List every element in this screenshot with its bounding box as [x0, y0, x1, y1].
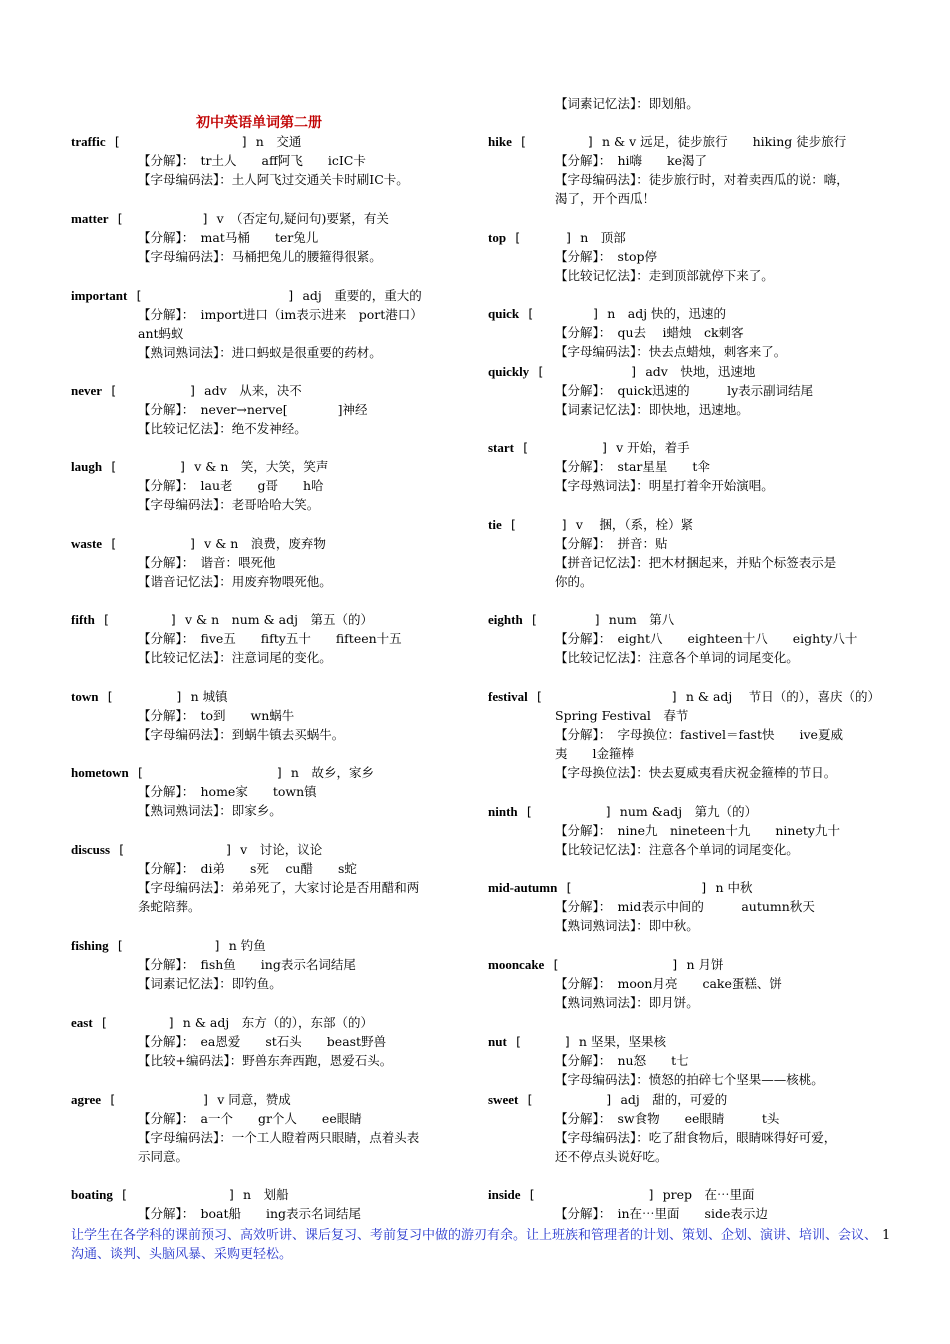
entry-note-line: 【分解】： nine九 nineteen十九 ninety九十 [555, 823, 840, 838]
entry-note-line: 【字母编码法】：土人阿飞过交通关卡时刷IC卡。 [138, 172, 409, 187]
headword: mooncake [488, 957, 545, 972]
entry-hike [488, 132, 898, 208]
phonetic-open-bracket: [ [517, 804, 533, 819]
entry-head [488, 1032, 898, 1051]
entry-note-line: 【比较+编码法】：野兽东奔西跑，恩爱石头。 [138, 1053, 393, 1068]
entry-note-line: 【分解】： mat马桶 ter兔儿 [138, 230, 319, 245]
headword: fifth [71, 612, 95, 627]
entry-head [71, 1090, 471, 1109]
phonetic-close-bracket: ] [601, 440, 617, 455]
phonetic-close-bracket: ] [630, 364, 646, 379]
headword: nut [488, 1034, 507, 1049]
entry-head [488, 304, 898, 323]
entry-note-line: 【比较记忆法】：注意各个单词的词尾变化。 [555, 842, 799, 857]
entry-note-line: 【谐音记忆法】：用废弃物喂死他。 [138, 574, 332, 589]
headword: important [71, 288, 128, 303]
entry-boating [71, 1185, 471, 1223]
phonetic-open-bracket: [ [527, 689, 543, 704]
headword: start [488, 440, 514, 455]
entry-head [488, 438, 898, 457]
page-number: 1 [882, 1228, 891, 1243]
entry-note-line: 【分解】： boat船 ing表示名词结尾 [138, 1206, 362, 1221]
entry-note-line: 【分解】： sw食物 ee眼睛 t头 [555, 1111, 780, 1126]
entry-note-line: 【分解】： star星星 t伞 [555, 459, 710, 474]
phonetic-close-bracket: ] [671, 957, 687, 972]
entry-head [71, 209, 471, 228]
entry-note-line: 还不停点头说好吃。 [555, 1149, 668, 1164]
definition: adj 重要的，重大的 [302, 288, 422, 303]
definition: v & n num & adj 第五（的） [184, 612, 374, 627]
definition: n adj 快的，迅速的 [607, 306, 727, 321]
entry-waste [71, 534, 471, 591]
phonetic-close-bracket: ] [213, 938, 229, 953]
phonetic-close-bracket: ] [167, 1015, 183, 1030]
phonetic-close-bracket: ] [565, 230, 581, 245]
phonetic-close-bracket: ] [275, 765, 291, 780]
entry-note-line: 【分解】： hi嗨 ke渴了 [555, 153, 708, 168]
entry-note-line: Spring Festival 春节 [555, 708, 689, 723]
phonetic-close-bracket: ] [604, 804, 620, 819]
phonetic-open-bracket: [ [108, 211, 124, 226]
headword: tie [488, 517, 502, 532]
entry-note-line: 【熟词熟词法】：即中秋。 [555, 918, 699, 933]
entry-note-line: 【拼音记忆法】：把木材捆起来，并贴个标签表示是 [555, 555, 837, 570]
entry-head [71, 1013, 471, 1032]
definition: n & adj 东方（的），东部（的） [182, 1015, 374, 1030]
phonetic-close-bracket: ] [240, 134, 256, 149]
definition: n 划船 [243, 1187, 289, 1202]
entry-note-line: 夷 l金箍棒 [555, 746, 634, 761]
headword: town [71, 689, 99, 704]
entry-note-line: 【分解】： quick迅速的 ly表示副词结尾 [555, 383, 814, 398]
headword: hike [488, 134, 512, 149]
definition: v 讨论，议论 [240, 842, 323, 857]
phonetic-close-bracket: ] [201, 211, 217, 226]
entry-fifth [71, 610, 471, 667]
phonetic-open-bracket: [ [128, 765, 144, 780]
definition: num 第八 [608, 612, 675, 627]
headword: sweet [488, 1092, 519, 1107]
phonetic-open-bracket: [ [102, 459, 118, 474]
entry-note-line: 【词素记忆法】：即钓鱼。 [138, 976, 282, 991]
entry-head [71, 936, 471, 955]
phonetic-close-bracket: ] [189, 383, 205, 398]
entry-inside [488, 1185, 898, 1223]
phonetic-close-bracket: ] [287, 288, 303, 303]
phonetic-close-bracket: ] [202, 1092, 218, 1107]
entry-note-line: 【字母编码法】：快去点蜡烛，刺客来了。 [555, 344, 787, 359]
definition: n 坚果，坚果核 [578, 1034, 666, 1049]
phonetic-close-bracket: ] [560, 517, 576, 532]
phonetic-close-bracket: ] [593, 612, 609, 627]
definition: n 顶部 [580, 230, 626, 245]
right-top-line: 【词素记忆法】：即划船。 [555, 96, 699, 111]
entry-note-line: 【字母编码法】：一个工人瞪着两只眼睛，点着头表 [138, 1130, 420, 1145]
entry-note-line: 【分解】： home家 town镇 [138, 784, 317, 799]
phonetic-open-bracket: [ [92, 1015, 108, 1030]
phonetic-open-bracket: [ [101, 1092, 117, 1107]
entry-note-line: 示同意。 [138, 1149, 189, 1164]
headword: mid-autumn [488, 880, 558, 895]
entry-discuss [71, 840, 471, 916]
entry-note-line: 【字母熟词法】：明星打着伞开始演唱。 [555, 478, 774, 493]
phonetic-open-bracket: [ [506, 230, 522, 245]
phonetic-open-bracket: [ [108, 938, 124, 953]
entry-note-line: 【比较记忆法】：走到顶部就停下来了。 [555, 268, 774, 283]
entry-head [71, 1185, 471, 1204]
entry-ninth [488, 802, 898, 859]
entry-nut [488, 1032, 898, 1089]
entry-head [488, 228, 898, 247]
entry-head [488, 362, 898, 381]
definition: n 月饼 [686, 957, 724, 972]
phonetic-close-bracket: ] [647, 1187, 663, 1202]
entry-note-line: ant蚂蚁 [138, 326, 184, 341]
definition: n & adj 节日（的），喜庆（的） [685, 689, 881, 704]
entry-note-line: 【分解】： import进口（im表示进来 port港口） [138, 307, 423, 322]
headword: inside [488, 1187, 521, 1202]
phonetic-open-bracket: [ [519, 306, 535, 321]
entry-head [71, 457, 471, 476]
entry-head [71, 687, 471, 706]
entry-head [488, 802, 898, 821]
phonetic-open-bracket: [ [514, 440, 530, 455]
phonetic-open-bracket: [ [127, 288, 143, 303]
entry-head [71, 132, 471, 151]
phonetic-open-bracket: [ [518, 1092, 534, 1107]
headword: east [71, 1015, 93, 1030]
phonetic-open-bracket: [ [102, 536, 118, 551]
entry-note-line: 【分解】： 谐音：喂死他 [138, 555, 276, 570]
phonetic-close-bracket: ] [563, 1034, 579, 1049]
entry-note-line: 【字母编码法】：老哥哈哈大笑。 [138, 497, 320, 512]
phonetic-close-bracket: ] [225, 842, 241, 857]
phonetic-open-bracket: [ [501, 517, 517, 532]
entry-note-line: 【熟词熟词法】：进口蚂蚁是很重要的药材。 [138, 345, 382, 360]
entry-note-line: 【比较记忆法】：绝不发神经。 [138, 421, 307, 436]
entry-note-line: 【分解】： to到 wn蜗牛 [138, 708, 295, 723]
phonetic-close-bracket: ] [592, 306, 608, 321]
entry-note-line: 【分解】： qu去 i蜡烛 ck刺客 [555, 325, 744, 340]
entry-note-line: 【分解】： five五 fifty五十 fifteen十五 [138, 631, 402, 646]
document-title: 初中英语单词第二册 [196, 115, 322, 131]
definition: v （否定句,疑问句)要紧，有关 [216, 211, 389, 226]
entry-head [71, 381, 471, 400]
phonetic-open-bracket: [ [544, 957, 560, 972]
definition: v & n 浪费，废弃物 [204, 536, 326, 551]
entry-note-line: 【字母编码法】：马桶把兔儿的腰箍得很紧。 [138, 249, 382, 264]
headword: waste [71, 536, 103, 551]
entry-matter [71, 209, 471, 266]
entry-note-line: 【字母编码法】：愤怒的拍碎七个坚果——核桃。 [555, 1072, 824, 1087]
phonetic-close-bracket: ] [700, 880, 716, 895]
footer-text: 让学生在各学科的课前预习、高效听讲、课后复习、考前复习中做的游刃有余。让上班族和管理者的计划、策划、企划、演讲、培训、会议、沟通、谈判、头脑风暴、采购更轻松。 [71, 1228, 878, 1262]
definition: n & v 远足，徒步旅行 hiking 徒步旅行 [601, 134, 847, 149]
entry-head [71, 840, 471, 859]
entry-note-line: 渴了，开个西瓜！ [555, 191, 656, 206]
entry-note-line: 【熟词熟词法】：即家乡。 [138, 803, 282, 818]
entry-mid-autumn [488, 878, 898, 935]
definition: n 故乡，家乡 [290, 765, 374, 780]
definition: n 钓鱼 [228, 938, 266, 953]
entry-east [71, 1013, 471, 1070]
headword: quick [488, 306, 520, 321]
entry-note-line: 【字母编码法】：徒步旅行时，对着卖西瓜的说：嗨， [555, 172, 849, 187]
entry-festival [488, 687, 898, 782]
entry-head [71, 286, 471, 305]
entry-never [71, 381, 471, 438]
headword: traffic [71, 134, 106, 149]
entry-note-line: 你的。 [555, 574, 593, 589]
entry-head [71, 610, 471, 629]
definition: v 开始，着手 [616, 440, 690, 455]
entry-top [488, 228, 898, 285]
phonetic-open-bracket: [ [98, 689, 114, 704]
entry-mooncake [488, 955, 898, 1012]
headword: ninth [488, 804, 518, 819]
entry-laugh [71, 457, 471, 514]
entry-note-line: 【字母换位法】：快去夏威夷看庆祝金箍棒的节日。 [555, 765, 837, 780]
entry-quick [488, 304, 898, 361]
entry-note-line: 【分解】： di弟 s死 cu醋 s蛇 [138, 861, 357, 876]
phonetic-open-bracket: [ [511, 134, 527, 149]
entry-note-line: 【比较记忆法】：注意各个单词的词尾变化。 [555, 650, 799, 665]
headword: matter [71, 211, 109, 226]
phonetic-open-bracket: [ [112, 1187, 128, 1202]
headword: discuss [71, 842, 111, 857]
entry-note-line: 【分解】： tr土人 aff阿飞 icIC卡 [138, 153, 366, 168]
definition: adj 甜的，可爱的 [620, 1092, 728, 1107]
headword: boating [71, 1187, 113, 1202]
entry-note-line: 【分解】： moon月亮 cake蛋糕、饼 [555, 976, 782, 991]
definition: v 捆，（系，栓）紧 [575, 517, 694, 532]
entry-town [71, 687, 471, 744]
entry-note-line: 【分解】： in在⋯里面 side表示边 [555, 1206, 768, 1221]
phonetic-open-bracket: [ [557, 880, 573, 895]
entry-note-line: 【分解】： nu怒 t七 [555, 1053, 689, 1068]
phonetic-open-bracket: [ [506, 1034, 522, 1049]
entry-important [71, 286, 471, 362]
entry-tie [488, 515, 898, 591]
entry-head [488, 610, 898, 629]
entry-note-line: 【比较记忆法】：注意词尾的变化。 [138, 650, 332, 665]
entry-note-line: 【熟词熟词法】：即月饼。 [555, 995, 699, 1010]
headword: laugh [71, 459, 103, 474]
entry-note-line: 【分解】： mid表示中间的 autumn秋天 [555, 899, 815, 914]
phonetic-open-bracket: [ [105, 134, 121, 149]
entry-head [488, 1185, 898, 1204]
entry-note-line: 【字母编码法】：弟弟死了，大家讨论是否用醋和两 [138, 880, 420, 895]
phonetic-open-bracket: [ [529, 364, 545, 379]
phonetic-open-bracket: [ [110, 842, 126, 857]
headword: quickly [488, 364, 530, 379]
entry-note-line: 【词素记忆法】：即快地，迅速地。 [555, 402, 749, 417]
phonetic-close-bracket: ] [179, 459, 195, 474]
entry-head [488, 878, 898, 897]
headword: festival [488, 689, 528, 704]
phonetic-close-bracket: ] [586, 134, 602, 149]
entry-note-line: 【分解】： fish鱼 ing表示名词结尾 [138, 957, 356, 972]
phonetic-close-bracket: ] [605, 1092, 621, 1107]
phonetic-close-bracket: ] [169, 612, 185, 627]
headword: never [71, 383, 103, 398]
definition: n 中秋 [715, 880, 753, 895]
headword: fishing [71, 938, 109, 953]
definition: num &adj 第九（的） [619, 804, 758, 819]
headword: agree [71, 1092, 102, 1107]
definition: n 城镇 [190, 689, 228, 704]
entry-head [488, 1090, 898, 1109]
phonetic-open-bracket: [ [520, 1187, 536, 1202]
entry-note-line: 【分解】： a一个 gr个人 ee眼睛 [138, 1111, 362, 1126]
phonetic-close-bracket: ] [227, 1187, 244, 1202]
definition: n 交通 [255, 134, 302, 149]
entry-note-line: 【分解】： 拼音：贴 [555, 536, 668, 551]
entry-head [71, 534, 471, 553]
entry-note-line: 【分解】： eight八 eighteen十八 eighty八十 [555, 631, 858, 646]
phonetic-close-bracket: ] [189, 536, 205, 551]
entry-head [71, 763, 471, 782]
entry-eighth [488, 610, 898, 667]
entry-head [488, 687, 898, 706]
entry-note-line: 条蛇陪葬。 [138, 899, 201, 914]
entry-note-line: 【分解】： stop停 [555, 249, 657, 264]
entry-note-line: 【分解】： never→nerve[ ]神经 [138, 402, 368, 417]
entry-sweet [488, 1090, 898, 1166]
entry-note-line: 【分解】： ea恩爱 st石头 beast野兽 [138, 1034, 387, 1049]
definition: adv 快地，迅速地 [645, 364, 756, 379]
entry-fishing [71, 936, 471, 993]
entry-traffic [71, 132, 471, 189]
entry-head [488, 515, 898, 534]
phonetic-close-bracket: ] [670, 689, 686, 704]
definition: prep 在⋯里面 [662, 1187, 755, 1202]
definition: v 同意，赞成 [217, 1092, 291, 1107]
phonetic-open-bracket: [ [522, 612, 538, 627]
definition: adv 从来，决不 [204, 383, 302, 398]
phonetic-open-bracket: [ [102, 383, 118, 398]
phonetic-open-bracket: [ [94, 612, 110, 627]
entry-note-line: 【分解】： lau老 g哥 h哈 [138, 478, 324, 493]
entry-agree [71, 1090, 471, 1166]
phonetic-close-bracket: ] [175, 689, 191, 704]
headword: hometown [71, 765, 129, 780]
entry-start [488, 438, 898, 495]
entry-note-line: 【字母编码法】：吃了甜食物后，眼睛咪得好可爱， [555, 1130, 837, 1145]
entry-note-line: 【字母编码法】：到蜗牛镇去买蜗牛。 [138, 727, 345, 742]
entry-hometown [71, 763, 471, 820]
entry-head [488, 955, 898, 974]
headword: eighth [488, 612, 523, 627]
entry-quickly [488, 362, 898, 419]
entry-note-line: 【分解】： 字母换位：fastivel＝fast快 ive夏威 [555, 727, 843, 742]
entry-head [488, 132, 898, 151]
headword: top [488, 230, 507, 245]
definition: v & n 笑，大笑，笑声 [194, 459, 329, 474]
